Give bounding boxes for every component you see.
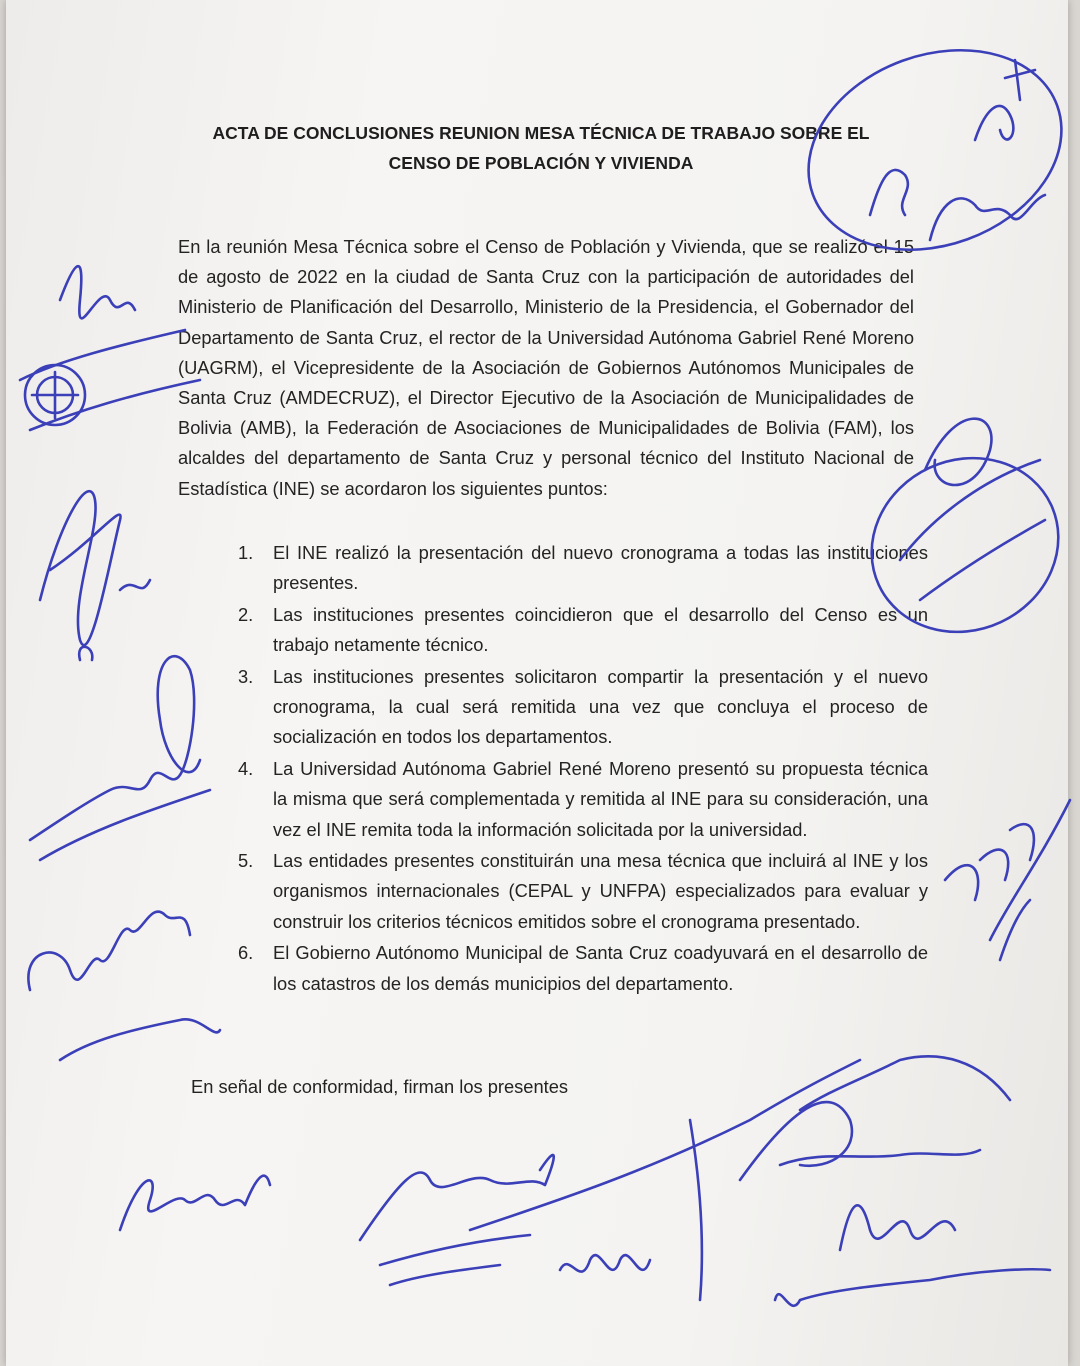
list-item: 2. Las instituciones presentes coincidieron que el desarrollo del Censo es un trabajo netamente técnico. <box>238 603 928 656</box>
intro-paragraph: En la reunión Mesa Técnica sobre el Censo de Población y Vivienda, que se realizó el 15 de agosto de 2022 en la ciudad de Santa Cruz con la participación de autoridades del Ministerio de Planificación del Desarrollo, Ministerio de la Presidencia, el Gobernador del Departamento de Santa Cruz, el rector de la Universidad Autónoma Gabriel René Moreno (UAGRM), el Vicepresidente de la Asociación de Gobiernos Autónomos Municipales de Santa Cruz (AMDECRUZ), el Director Ejecutivo de la Asociación de Municipalidades de Bolivia (AMB), la Federación de Asociaciones de Municipalidades de Bolivia (FAM), los alcaldes del departamento de Santa Cruz y personal técnico del Instituto Nacional de Estadística (INE) se acordaron los siguientes puntos: <box>178 236 914 499</box>
agreement-points-list <box>238 538 928 1000</box>
list-item: 1. El INE realizó la presentación del nuevo cronograma a todas las instituciones presentes. <box>238 542 928 594</box>
list-item: 5. Las entidades presentes constituirán una mesa técnica que incluirá al INE y los organismos internacionales (CEPAL y UNFPA) especializados para evaluar y construir los criterios técnicos emitidos sobre el cronograma presentado. <box>238 850 928 932</box>
list-item: 3. Las instituciones presentes solicitaron compartir la presentación y el nuevo cronograma, la cual será remitida una vez que concluya el proceso de socialización en todos los departamentos. <box>238 665 928 748</box>
list-item: 6. El Gobierno Autónomo Municipal de Santa Cruz coadyuvará en el desarrollo de los catastros de los demás municipios del departamento. <box>238 942 928 994</box>
list-item: 4. La Universidad Autónoma Gabriel René Moreno presentó su propuesta técnica la misma que será complementada y remitida al INE para su consideración, una vez el INE remita toda la información solicitada por la universidad. <box>238 757 928 840</box>
title-line-2: CENSO DE POBLACIÓN Y VIVIENDA <box>388 153 694 173</box>
title-line-1: ACTA DE CONCLUSIONES REUNION MESA TÉCNICA DE TRABAJO SOBRE EL <box>212 123 870 143</box>
closing-statement: En señal de conformidad, firman los presentes <box>191 1076 568 1097</box>
document-page <box>6 0 1068 1366</box>
document-title <box>136 118 946 178</box>
